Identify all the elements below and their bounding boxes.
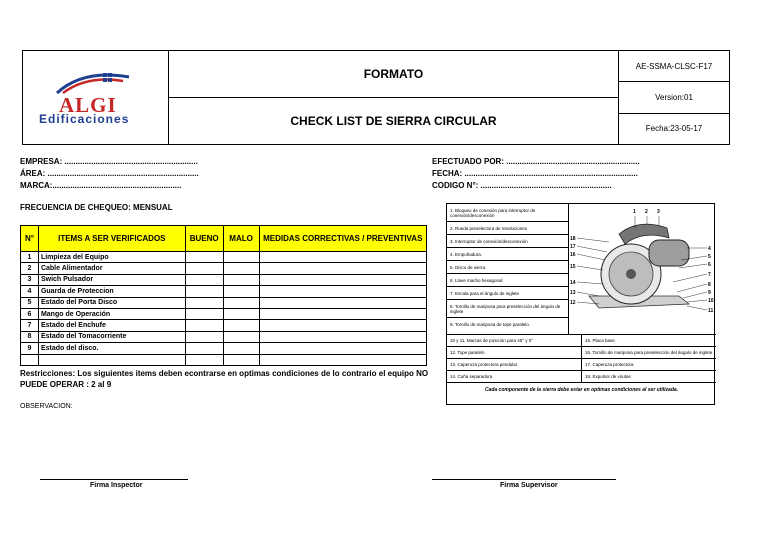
fecha-field[interactable]: FECHA: .............................................................................. [432, 169, 638, 178]
callout-right: 9 [708, 290, 711, 296]
row-number: 4 [21, 286, 39, 297]
checklist-table [20, 225, 427, 366]
bueno-cell[interactable] [185, 252, 223, 263]
reference-cell: 18. Expulsor de virutas [581, 371, 716, 382]
format-label: FORMATO [169, 51, 618, 98]
document-version: Version:01 [619, 81, 729, 112]
malo-cell[interactable] [223, 343, 259, 354]
efectuado-field[interactable]: EFECTUADO POR: ............................................................ [432, 157, 640, 166]
reference-cell: 13. Caperuza protectora pendular [450, 362, 518, 367]
medidas-cell[interactable] [259, 343, 426, 354]
callout-top: 2 [645, 209, 648, 215]
row-item: Estado del Enchufe [38, 320, 185, 331]
callout-right: 6 [708, 262, 711, 268]
header-bueno: BUENO [185, 226, 223, 252]
row-number: 7 [21, 320, 39, 331]
reference-lower [447, 334, 716, 396]
row-item: Swich Pulsador [38, 274, 185, 285]
table-row [21, 297, 427, 308]
component-item: 3. Interruptor de conexión/desconexión [447, 235, 568, 248]
info-right [432, 156, 640, 192]
header-number: N° [21, 226, 39, 252]
medidas-cell[interactable] [259, 252, 426, 263]
malo-cell[interactable] [223, 354, 259, 365]
malo-cell[interactable] [223, 286, 259, 297]
table-header-row [21, 226, 427, 252]
table-row [21, 274, 427, 285]
circular-saw-diagram [569, 204, 716, 334]
restrictions-text: Restricciones: Los siguientes items deben econtrarse en optimas condiciones de lo contrario el equipo NO PUEDE OPERAR : 2 al 9 [20, 369, 429, 389]
component-item: 4. Empuñadura. [447, 248, 568, 261]
inspector-signature-line[interactable] [40, 479, 188, 480]
malo-cell[interactable] [223, 274, 259, 285]
table-row [21, 343, 427, 354]
malo-cell[interactable] [223, 252, 259, 263]
component-item: 1. Bloqueo de conexión para interruptor de conexión/desconexión [447, 204, 568, 222]
reference-cell: 14. Cuña separadora [450, 374, 493, 379]
document-header [22, 50, 730, 145]
info-left [20, 156, 199, 192]
component-item: 9. Tornillo de mariposa de tope paralelo. [450, 322, 530, 327]
reference-footer: Cada componente de la sierra debe estar en optimas condiciones al ser utilizada. [447, 382, 716, 396]
callout-left: 15 [570, 264, 576, 270]
observation-label: OBSERVACION: [20, 403, 73, 410]
house-logo-icon [53, 67, 133, 95]
component-item: 7. Escala para el ángulo de inglete [447, 287, 568, 300]
callout-right: 11 [708, 308, 714, 314]
row-number: 1 [21, 252, 39, 263]
callout-right: 5 [708, 254, 711, 260]
callout-left: 18 [570, 236, 576, 242]
medidas-cell[interactable] [259, 320, 426, 331]
circular-saw-icon [569, 204, 716, 334]
bueno-cell[interactable] [185, 343, 223, 354]
callout-left: 17 [570, 244, 576, 250]
supervisor-signature-label: Firma Supervisor [500, 482, 558, 489]
row-number: 8 [21, 331, 39, 342]
reference-cell: 17. Caperuza protectora [581, 359, 716, 370]
medidas-cell[interactable] [259, 331, 426, 342]
document-code: AE-SSMA-CLSC-F17 [635, 61, 713, 71]
reference-cell: 10 y 11. Marcas de posición para 45° y 0° [450, 338, 534, 343]
medidas-cell[interactable] [259, 286, 426, 297]
row-number: 3 [21, 274, 39, 285]
bueno-cell[interactable] [185, 263, 223, 274]
callout-right: 7 [708, 272, 711, 278]
bueno-cell[interactable] [185, 286, 223, 297]
row-item: Estado del disco. [38, 343, 185, 354]
callout-left: 12 [570, 300, 576, 306]
medidas-cell[interactable] [259, 297, 426, 308]
bueno-cell[interactable] [185, 354, 223, 365]
callout-right: 4 [708, 246, 711, 252]
callout-left: 13 [570, 290, 576, 296]
component-item: 8. Tornillo de mariposa para preselección del ángulo de inglete [447, 300, 568, 318]
reference-cell: 16. Tornillo de mariposa para preselección del ángulo de inglete [581, 347, 716, 358]
inspector-signature-label: Firma Inspector [90, 482, 143, 489]
frequency-label: FRECUENCIA DE CHEQUEO: MENSUAL [20, 203, 173, 212]
callout-top: 1 [633, 209, 636, 215]
saw-reference-panel [446, 203, 715, 405]
title-cell [169, 51, 619, 144]
component-list [447, 204, 569, 334]
codigo-field[interactable]: CODIGO N°: ........................................................... [432, 181, 612, 190]
malo-cell[interactable] [223, 263, 259, 274]
callout-top: 3 [657, 209, 660, 215]
component-item: 6. Llave macho hexagonal [447, 274, 568, 287]
callout-left: 16 [570, 252, 576, 258]
reference-row [447, 358, 716, 370]
row-number: 9 [21, 343, 39, 354]
callout-right: 8 [708, 282, 711, 288]
row-number: 6 [21, 308, 39, 319]
row-number: 2 [21, 263, 39, 274]
medidas-cell[interactable] [259, 263, 426, 274]
reference-row [447, 370, 716, 382]
callout-right: 10 [708, 298, 714, 304]
document-title: CHECK LIST DE SIERRA CIRCULAR [290, 114, 497, 128]
table-row [21, 331, 427, 342]
medidas-cell[interactable] [259, 308, 426, 319]
malo-cell[interactable] [223, 297, 259, 308]
header-items: ITEMS A SER VERIFICADOS [38, 226, 185, 252]
logo-name: ALGI [59, 93, 117, 117]
reference-cell: 15. Placa base [581, 335, 716, 346]
bueno-cell[interactable] [185, 274, 223, 285]
row-item [38, 354, 185, 365]
malo-cell[interactable] [223, 331, 259, 342]
reference-cell: 12. Tope paralelo [450, 350, 485, 355]
table-row [21, 263, 427, 274]
document-date: Fecha:23-05-17 [619, 113, 729, 144]
row-item: Limpieza del Equipo [38, 252, 185, 263]
header-medidas: MEDIDAS CORRECTIVAS / PREVENTIVAS [259, 226, 426, 252]
reference-upper [447, 204, 716, 334]
reference-row [447, 346, 716, 358]
bueno-cell[interactable] [185, 320, 223, 331]
callout-left: 14 [570, 280, 576, 286]
logo-subtitle: Edificaciones [39, 112, 130, 126]
table-row [21, 354, 427, 365]
row-item: Estado del Porta Disco [38, 297, 185, 308]
bueno-cell[interactable] [185, 331, 223, 342]
supervisor-signature-line[interactable] [432, 479, 616, 480]
company-logo [23, 51, 169, 144]
malo-cell[interactable] [223, 308, 259, 319]
row-number [21, 354, 39, 365]
medidas-cell[interactable] [259, 274, 426, 285]
malo-cell[interactable] [223, 320, 259, 331]
row-item: Estado del Tomacorriente [38, 331, 185, 342]
marca-field[interactable]: MARCA:.......................................................... [20, 181, 182, 190]
component-item: 2. Rueda preselectora de revoluciones [447, 222, 568, 235]
empresa-field[interactable]: EMPRESA: ............................................................ [20, 157, 198, 166]
bueno-cell[interactable] [185, 297, 223, 308]
bueno-cell[interactable] [185, 308, 223, 319]
table-row [21, 252, 427, 263]
reference-row [447, 334, 716, 346]
medidas-cell[interactable] [259, 354, 426, 365]
document-meta [619, 51, 729, 144]
table-row [21, 308, 427, 319]
row-number: 5 [21, 297, 39, 308]
component-item: 5. Disco de sierra. [447, 261, 568, 274]
row-item: Mango de Operación [38, 308, 185, 319]
row-item: Guarda de Proteccion [38, 286, 185, 297]
header-malo: MALO [223, 226, 259, 252]
area-field[interactable]: ÁREA: .................................................................... [20, 169, 199, 178]
table-row [21, 286, 427, 297]
table-row [21, 320, 427, 331]
row-item: Cable Alimentador [38, 263, 185, 274]
